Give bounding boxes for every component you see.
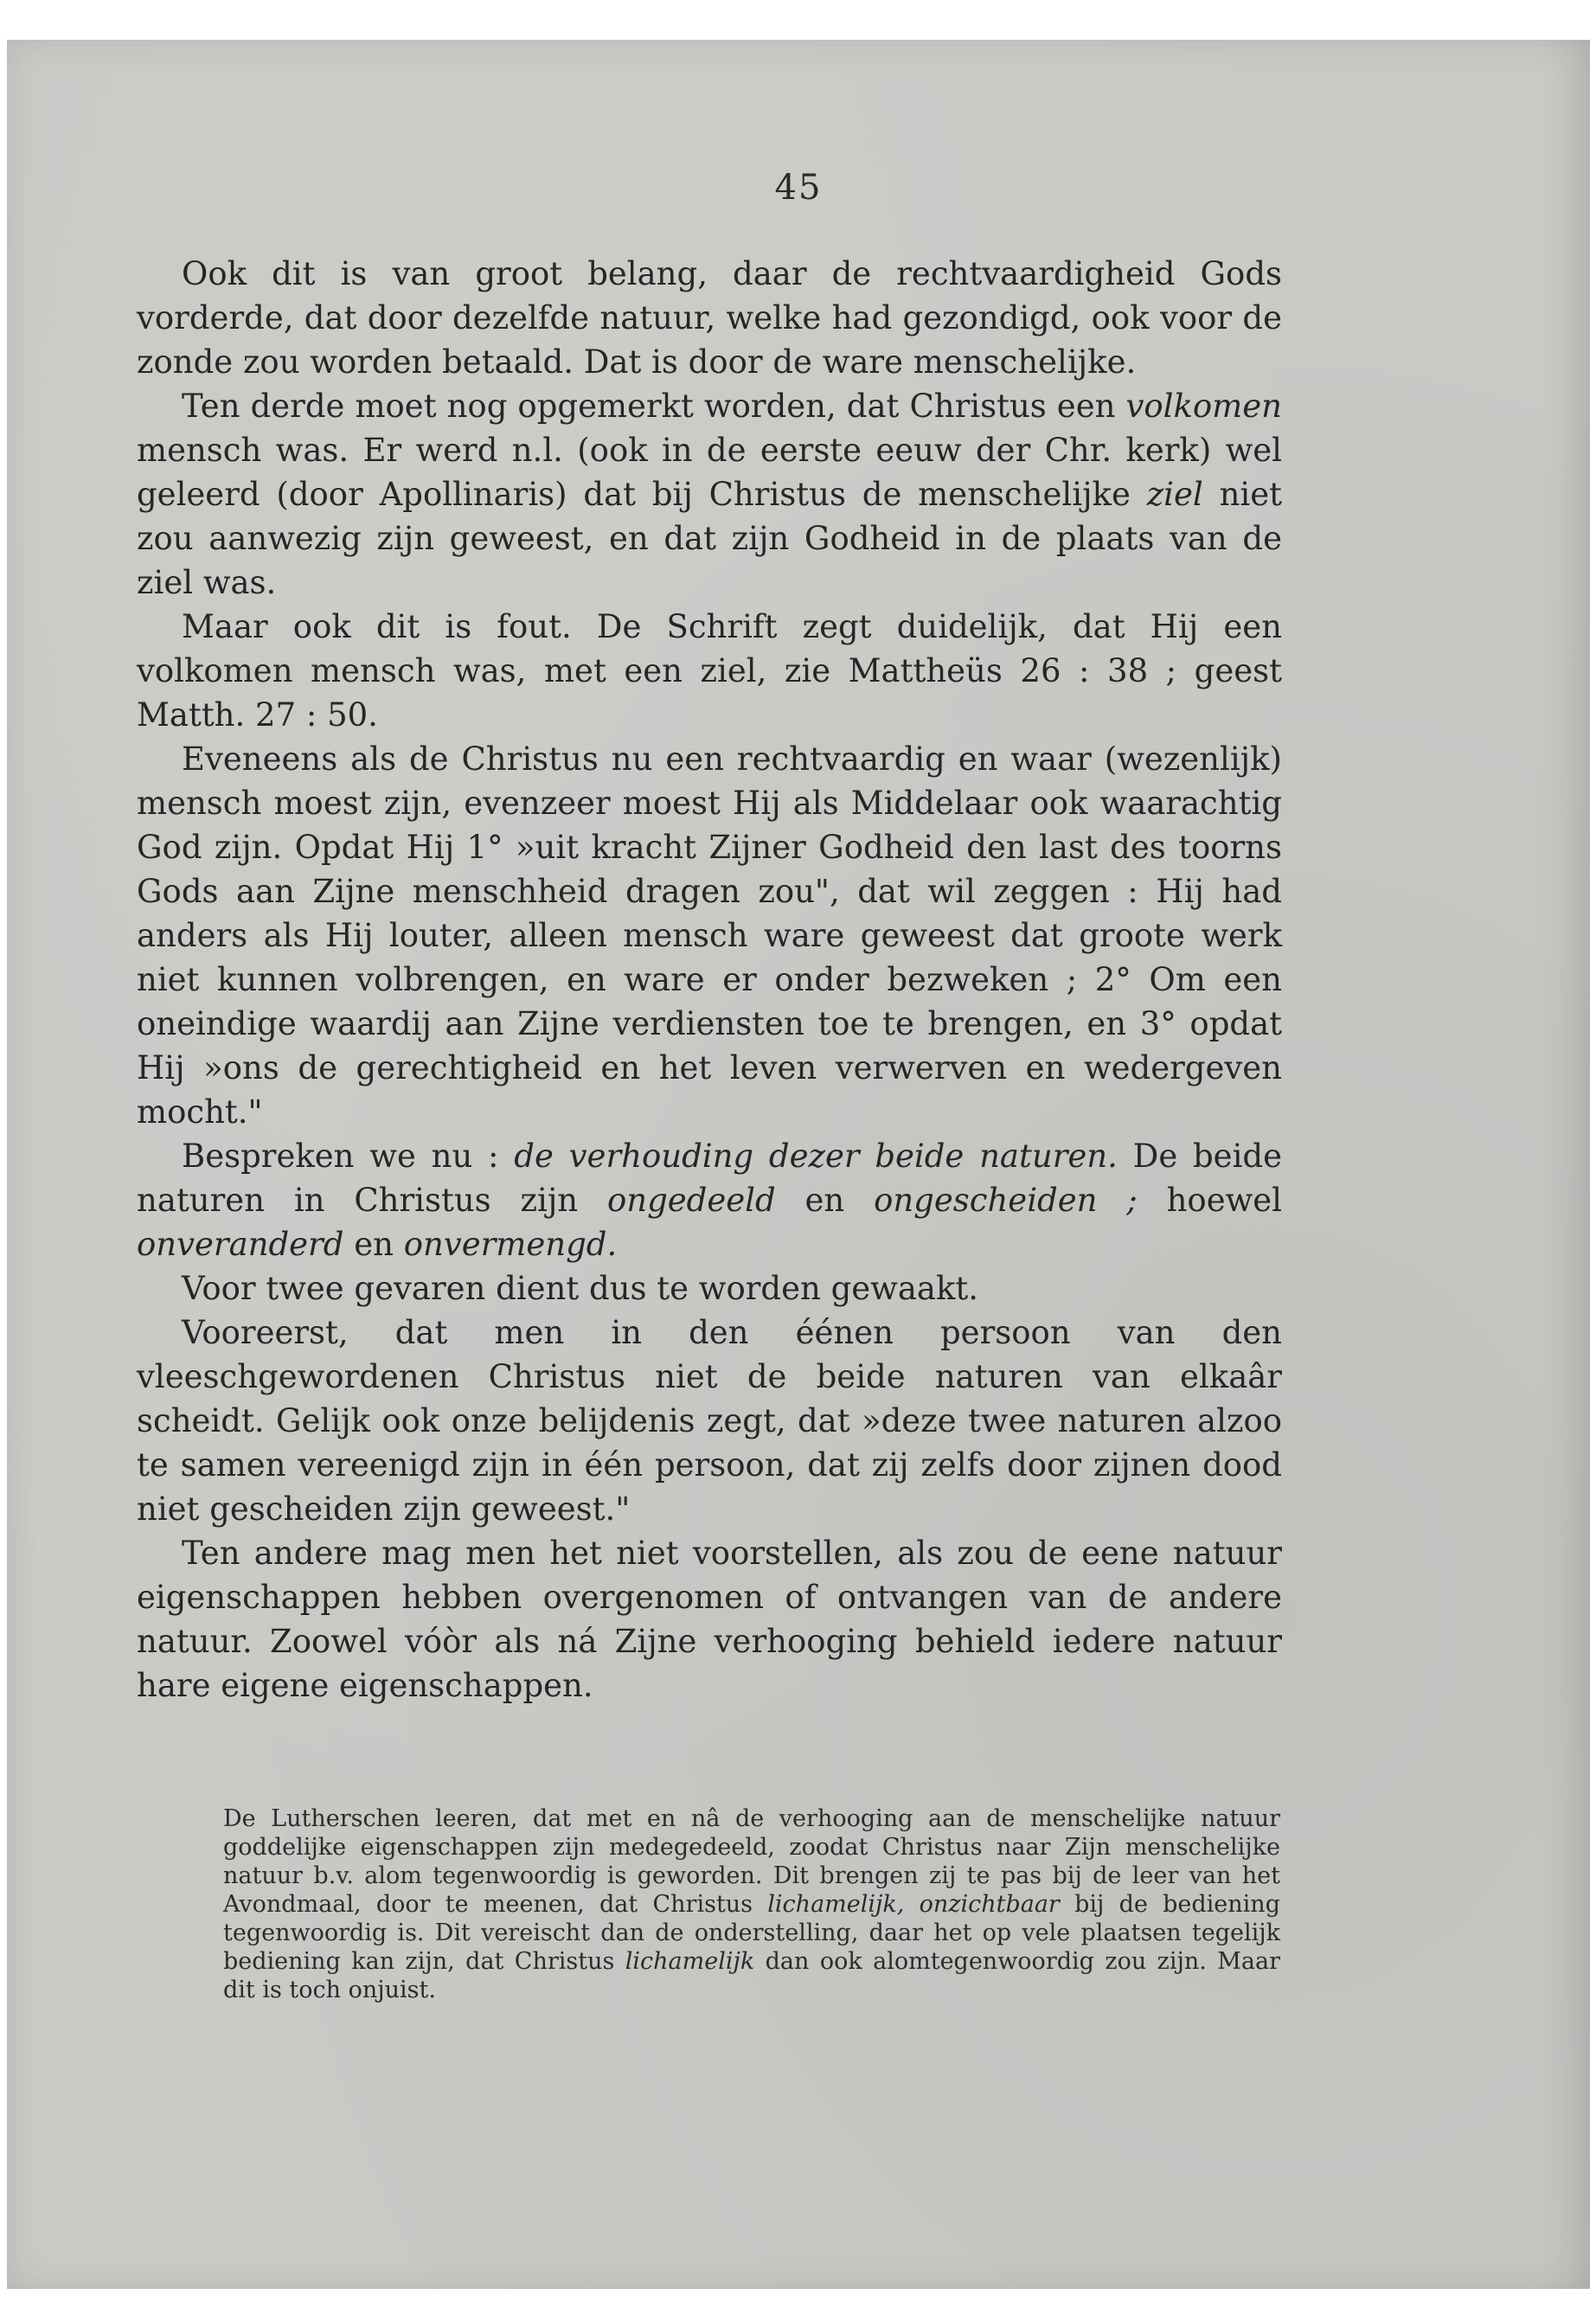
paragraph-text: De beide naturen in Christus zijn xyxy=(137,1138,1282,1219)
paragraph-text: Eveneens als de Christus nu een rechtvaardig en waar (wezenlijk) mensch moest zijn, evenzeer moest Hij als Middelaar ook waarachtig God zijn. Opdat Hij 1° »uit kracht Zijner Godheid den last des toorns Gods aan Zijne menschheid dragen zou", dat wil zeggen : Hij had anders als Hij louter, alleen mensch ware geweest dat groote werk niet kunnen volbrengen, en ware er onder bezweken ; 2° Om een oneindige waardij aan Zijne verdiensten toe te brengen, en 3° opdat Hij »ons de gerechtigheid en het leven verwerven en wedergeven mocht." xyxy=(137,740,1282,1131)
paragraph xyxy=(137,737,1282,1134)
paragraph xyxy=(137,384,1282,605)
paragraph-text: niet zou aanwezig zijn geweest, en dat zijn Godheid in de plaats van de ziel was. xyxy=(137,476,1282,601)
paragraph xyxy=(137,1266,1282,1311)
paragraph xyxy=(137,1311,1282,1531)
emphasis: onvermengd. xyxy=(403,1226,618,1263)
emphasis: ongedeeld xyxy=(606,1182,776,1219)
paragraph xyxy=(137,1531,1282,1708)
page-edge-shadow xyxy=(1538,40,1590,2289)
paragraph-text: hoewel xyxy=(1137,1182,1282,1219)
emphasis: de verhouding dezer beide naturen. xyxy=(514,1138,1118,1175)
paragraph-text: Maar ook dit is fout. De Schrift zegt duidelijk, dat Hij een volkomen mensch was, met een ziel, zie Mattheüs 26 : 38 ; geest Matth. 27 : 50. xyxy=(137,608,1282,734)
emphasis: ziel xyxy=(1146,476,1203,513)
scanned-page xyxy=(7,40,1590,2289)
paragraph-text: Bespreken we nu : xyxy=(182,1138,515,1175)
paragraph-text: mensch was. Er werd n.l. (ook in de eerste eeuw der Chr. kerk) wel geleerd (door Apollinaris) dat bij Christus de menschelijke xyxy=(137,432,1282,513)
emphasis: ongescheiden ; xyxy=(874,1182,1138,1219)
paragraph-text: en xyxy=(775,1182,875,1219)
emphasis: lichamelijk, onzichtbaar xyxy=(767,1891,1060,1918)
paragraph xyxy=(137,605,1282,737)
paragraph xyxy=(137,1134,1282,1266)
paragraph xyxy=(137,252,1282,384)
paragraph-text: Ten derde moet nog opgemerkt worden, dat Christus een xyxy=(182,388,1126,425)
paragraph-text: en xyxy=(343,1226,404,1263)
footnote-text: bij de bediening tegenwoordig is. Dit vereischt dan de onderstelling, daar het op vele plaatsen tegelijk bediening kan zijn, dat Christus xyxy=(223,1891,1280,1975)
emphasis: onveranderd xyxy=(137,1226,344,1263)
footnote-text: De Lutherschen leeren, dat met en nâ de verhooging aan de menschelijke natuur goddelijke eigenschappen zijn medegedeeld, zoodat Christus naar Zijn menschelijke natuur b.v. alom tegenwoordig is geworden. Dit brengen zij te pas bij de leer van het Avondmaal, door te meenen, dat Christus xyxy=(223,1805,1280,1918)
footnote xyxy=(223,1804,1280,2004)
footnote-text: dan ook alomtegenwoordig zou zijn. Maar dit is toch onjuist. xyxy=(223,1948,1280,2003)
paragraph-text: Ten andere mag men het niet voorstellen, als zou de eene natuur eigenschappen hebben overgenomen of ontvangen van de andere natuur. Zoowel vóòr als ná Zijne verhooging behield iedere natuur hare eigene eigenschappen. xyxy=(137,1535,1282,1704)
body-text xyxy=(137,252,1282,1708)
page-number: 45 xyxy=(774,168,823,208)
emphasis: lichamelijk xyxy=(625,1948,755,1975)
emphasis: volkomen xyxy=(1125,388,1282,425)
paragraph-text: Ook dit is van groot belang, daar de rechtvaardigheid Gods vorderde, dat door dezelfde natuur, welke had gezondigd, ook voor de zonde zou worden betaald. Dat is door de ware menschelijke. xyxy=(137,255,1282,381)
paragraph-text: Vooreerst, dat men in den éénen persoon van den vleeschgewordenen Christus niet de beide naturen van elkaâr scheidt. Gelijk ook onze belijdenis zegt, dat »deze twee naturen alzoo te samen vereenigd zijn in één persoon, dat zij zelfs door zijnen dood niet gescheiden zijn geweest." xyxy=(137,1314,1282,1528)
paragraph-text: Voor twee gevaren dient dus te worden gewaakt. xyxy=(182,1270,979,1307)
